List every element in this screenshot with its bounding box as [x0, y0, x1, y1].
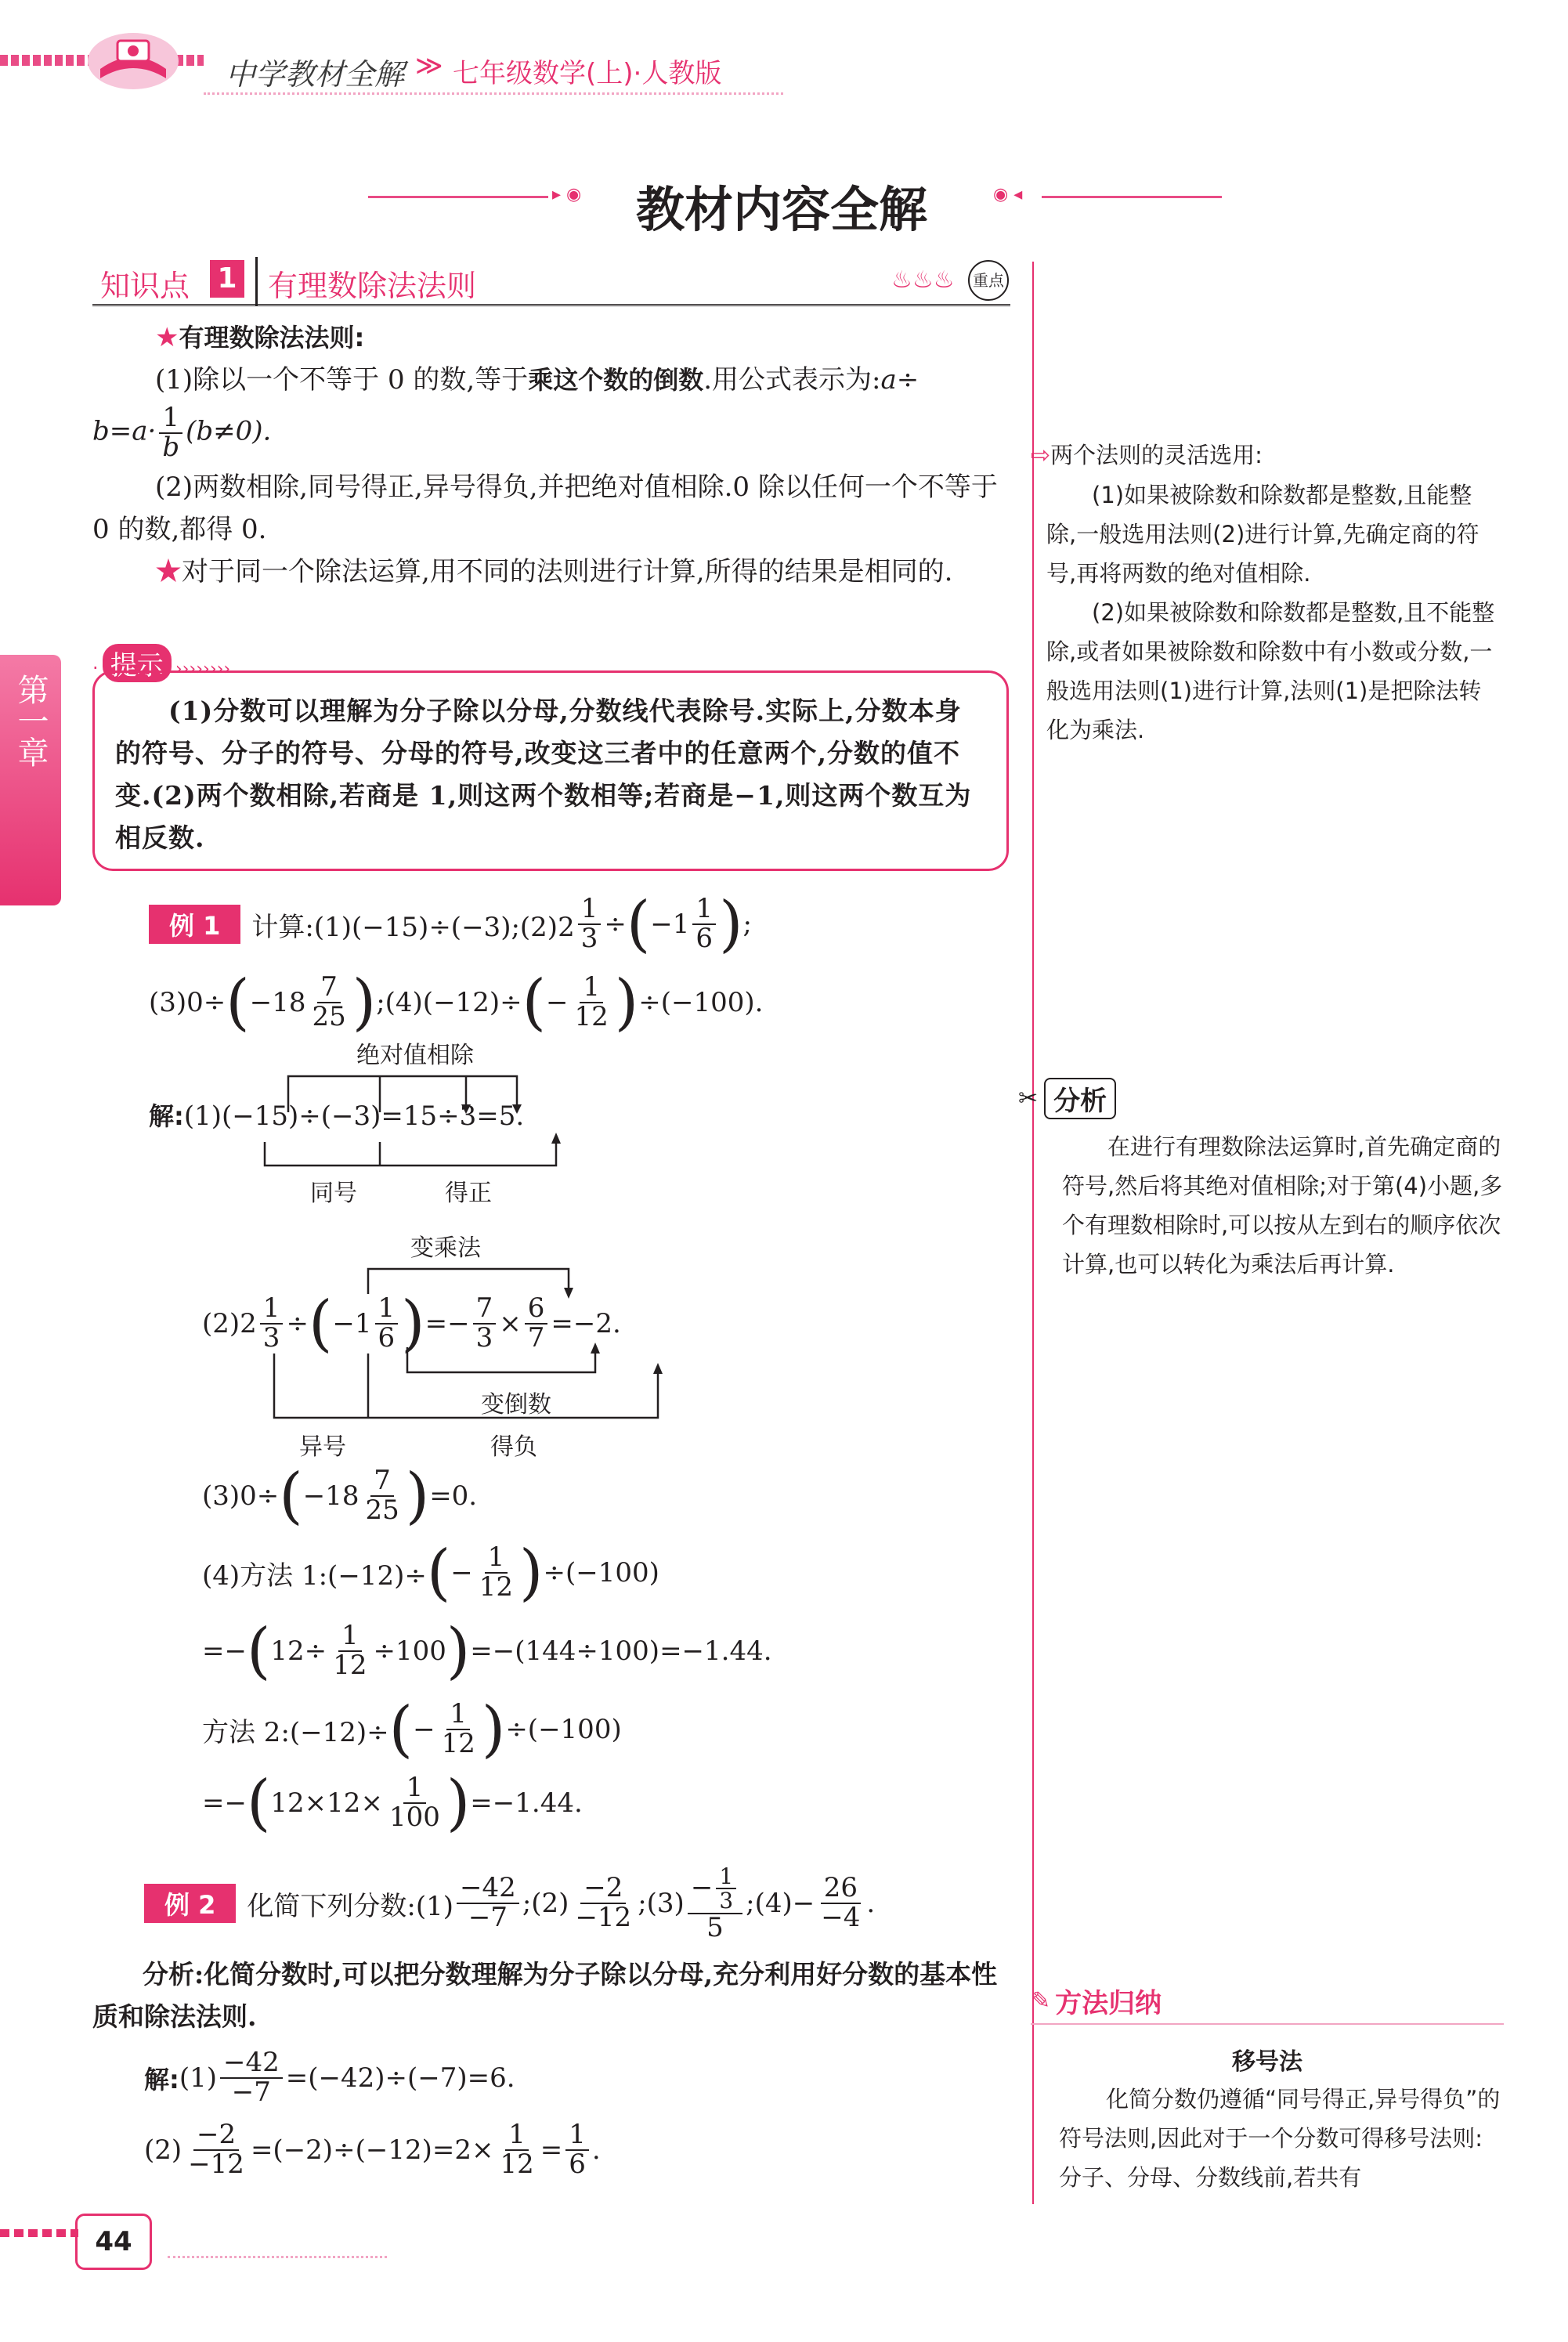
method-header: [1031, 1982, 1504, 2025]
frac-num: 7: [370, 1467, 394, 1497]
example1-question-line2: (3)0÷ ( −18 $\frac{7}{25}$ ) ;(4)(−12)÷ ( − $\frac{1}{12}$ ) ÷(−100).: [149, 967, 764, 1038]
footer-dots: [0, 2229, 78, 2237]
frac-num: 1: [375, 1295, 399, 1325]
frac-den: 12: [441, 1728, 475, 1759]
section-title: 教材内容全解: [636, 181, 928, 238]
example2-solution1: [144, 2043, 515, 2113]
e1-s4-c: ÷(−100): [543, 1557, 659, 1588]
e1-s2-c: −1: [332, 1308, 372, 1339]
e1-s2-f: =−2.: [551, 1308, 621, 1339]
e1-s4-l: 12×12×: [270, 1787, 383, 1819]
e1-s4-e: 12÷: [270, 1635, 327, 1667]
rule1-text: (1)除以一个不等于 0 的数,等于: [155, 364, 529, 396]
tip-label-row: · 提示 ››››››››: [92, 644, 230, 682]
e2-q-d: ;(4)−: [746, 1888, 815, 1919]
e1-q-b: ÷: [604, 909, 627, 940]
chapter-tab[interactable]: [0, 655, 61, 905]
rule-heading: 有理数除法法则:: [179, 323, 365, 352]
e1-s4-j: ÷(−100): [505, 1714, 622, 1745]
example1-solution4-line1: (4)方法 1:(−12)÷ ( − $\frac{1}{12}$ ) ÷(−100): [202, 1538, 659, 1608]
header-separator: ≫: [415, 50, 443, 81]
section-title-rule-right: [1042, 196, 1222, 198]
frac-den: 3: [719, 1888, 734, 1914]
frac-num: 1: [505, 2121, 529, 2151]
frac-den: 7: [527, 1322, 545, 1354]
analysis-text: 在进行有理数除法运算时,首先确定商的符号,然后将其绝对值相除;对于第(4)小题,多个有理数相除时,可以按从左到右的顺序依次计算,也可以转化为乘法后再计算.: [1062, 1133, 1503, 1278]
frac-sign: −: [690, 1872, 714, 1904]
frac-num: −42: [457, 1874, 519, 1904]
e2-q-c: ;(3): [638, 1888, 685, 1919]
frac-num: 1: [716, 1865, 736, 1889]
tip-dots: ·: [92, 657, 99, 679]
frac-num: 1: [260, 1295, 284, 1325]
header-rule: [204, 92, 783, 95]
frac-num: 6: [525, 1295, 548, 1325]
frac-num: 7: [317, 974, 341, 1003]
solution-label: 解:: [149, 1101, 184, 1131]
fraction-1-over-b: [159, 404, 182, 461]
rule1-formula-a: a÷: [880, 364, 919, 396]
sidebar-hint: [1031, 436, 1501, 750]
e1-s2-a: (2)2: [202, 1308, 257, 1339]
e2-s1-b: =(−42)÷(−7)=6.: [285, 2062, 515, 2094]
e1-q-d: ;: [742, 909, 752, 940]
frac-den: b: [162, 431, 180, 463]
rule1-formula-c: (b≠0).: [186, 415, 272, 447]
example1-solution3: (3)0÷ ( −18 $\frac{7}{25}$ ) =0.: [202, 1461, 478, 1531]
frac-num: 1: [580, 974, 603, 1003]
e1-q-i: ÷(−100).: [638, 987, 764, 1018]
e1-q-g: ;(4)(−12)÷: [376, 987, 522, 1018]
e1-s4-b: −: [450, 1557, 473, 1588]
example1-solution4-line2: =− ( 12÷ $\frac{1}{12}$ ÷100 ) =−(144÷100)=−1.44.: [202, 1616, 772, 1686]
frac-den: 12: [479, 1571, 514, 1603]
frac-num: 1: [578, 895, 602, 925]
rule-note-text: 对于同一个除法运算,用不同的法则进行计算,所得的结果是相同的.: [182, 556, 953, 588]
sidebar-hint-p2: (2)如果被除数和除数都是整数,且不能整除,或者如果被除数和除数中有小数或分数,一般选用法则(1)进行计算,法则(1)是把除法转化为乘法.: [1046, 599, 1495, 743]
frac-den: 12: [574, 1001, 609, 1032]
frac-num: −42: [220, 2049, 283, 2079]
frac-num: 1: [338, 1622, 362, 1652]
rule-block: ★有理数除法法则: (1)除以一个不等于 0 的数,等于乘这个数的倒数.用公式表示为:a÷ b=a· $\frac{1}{b}$ (b≠0). (2)两数相除,同号得正,异号得负,并把绝对值相除.0 除以任何一个不等于 0 的数,都得 0. ★对于同一个除法运算,用不同的法则进行计算,所得的结果是相同的.: [92, 316, 1010, 593]
example1-question-line1: 例 1 计算:(1)(−15)÷(−3);(2)2 $\frac{1}{3}$ ÷ ( −1 $\frac{1}{6}$ ) ;: [149, 893, 752, 956]
frac-num: −2: [193, 2121, 239, 2151]
rule1-formula-b: b=a·: [92, 415, 157, 447]
frac-den: −12: [188, 2149, 244, 2180]
frac-den: 6: [695, 923, 714, 954]
complex-fraction: [688, 1865, 742, 1942]
s1-left-label: 同号: [310, 1180, 357, 1207]
example2-question: [144, 1856, 875, 1950]
e2-s2-a: (2): [144, 2134, 182, 2166]
example1-tag: 例 1: [149, 905, 240, 944]
sidebar-hint-title: [1031, 436, 1501, 475]
frac-den: 25: [365, 1494, 399, 1526]
example2-solution2: [144, 2115, 601, 2185]
e1-s1: (1)(−15)÷(−3)=15÷3=5.: [183, 1101, 525, 1132]
sidebar-hint-p1: (1)如果被除数和除数都是整数,且能整除,一般选用法则(2)进行计算,先确定商的符号,再将两数的绝对值相除.: [1046, 482, 1479, 587]
frac-num: 1: [565, 2121, 589, 2151]
s2-left-label: 异号: [299, 1433, 346, 1461]
example1-solution4-line4: =− ( 12×12× $\frac{1}{100}$ ) =−1.44.: [202, 1768, 583, 1838]
rule1-text-c: .用公式表示为:: [703, 364, 881, 396]
method-label: 方法归纳: [1055, 1988, 1162, 2019]
frac-den: 12: [333, 1650, 367, 1681]
example2-tag: 例 2: [144, 1884, 236, 1923]
book-logo-icon: [86, 30, 180, 91]
frac-num: 1: [446, 1700, 470, 1730]
frac-den: 25: [312, 1001, 346, 1032]
method-title: 移号法: [1232, 2048, 1302, 2076]
header-book: 七年级数学(上)·人教版: [453, 58, 722, 89]
knowledge-title: 有理数除法法则: [268, 269, 477, 303]
frac-den: 3: [580, 923, 598, 954]
tip-text: (1)分数可以理解为分子除以分母,分数线代表除号.实际上,分数本身的符号、分子的符号、分母的符号,改变这三者中的任意两个,分数的值不变.(2)两个数相除,若商是 1,则这两个数相等;若商是−1,则这两个数互为相反数.: [115, 696, 972, 853]
rule1-emphasis: 乘这个数的倒数: [528, 365, 704, 395]
e1-s4-d: =−: [202, 1635, 247, 1667]
sidebar-analysis: [1018, 1078, 1504, 1284]
frac-num: 7: [473, 1295, 497, 1325]
frac-num: 26: [821, 1874, 861, 1904]
e1-s3-a: (3)0÷: [202, 1480, 280, 1512]
e1-s3-b: −18: [302, 1480, 359, 1512]
knowledge-heading: [92, 257, 1010, 307]
footer-rule: [168, 2256, 387, 2258]
frac-num: 1: [403, 1774, 427, 1804]
e1-q-a: 计算:(1)(−15)÷(−3);(2)2: [251, 911, 575, 943]
frac-num: 1: [485, 1544, 508, 1574]
e1-s4-k: =−: [202, 1787, 247, 1819]
scissors-icon: ✂: [1018, 1085, 1039, 1112]
frac-den: −12: [575, 1902, 632, 1933]
pen-icon: ✎: [1031, 1987, 1051, 2015]
section-title-arrows-left: ▸ ◉: [552, 185, 582, 204]
knowledge-tag: 知识点: [100, 269, 190, 303]
e1-s3-c: =0.: [429, 1480, 478, 1512]
e1-s4-g: =−(144÷100)=−1.44.: [470, 1635, 772, 1667]
e2-s2-d: .: [591, 2134, 601, 2166]
frac-den: 6: [378, 1322, 396, 1354]
e1-s4-a: (4)方法 1:(−12)÷: [202, 1560, 427, 1592]
importance-badge: 重点: [968, 260, 1009, 301]
tip-label: 提示: [103, 644, 172, 682]
e1-q-f: −18: [249, 987, 306, 1018]
example2-analysis: 分析:化简分数时,可以把分数理解为分子除以分母,充分利用好分数的基本性质和除法法则.: [92, 1959, 998, 2032]
example1-solution4-line3: 方法 2:(−12)÷ ( − $\frac{1}{12}$ ) ÷(−100): [202, 1694, 622, 1765]
frac-den: 3: [262, 1322, 280, 1354]
e2-q-e: .: [866, 1888, 876, 1919]
frac-den: 3: [475, 1322, 493, 1354]
solution-label: 解:: [144, 2065, 179, 2094]
e2-q-b: ;(2): [522, 1888, 569, 1919]
s2-right-label: 得负: [490, 1433, 537, 1461]
e1-s2-b: ÷: [286, 1308, 309, 1339]
rule-note: ★对于同一个除法运算,用不同的法则进行计算,所得的结果是相同的.: [155, 556, 953, 588]
tip-box: [92, 670, 1009, 871]
hint-title-text: 两个法则的灵活选用:: [1050, 442, 1263, 468]
arrow-right-icon: ⇨: [1031, 442, 1051, 469]
method-text: 化简分数仍遵循“同号得正,异号得负”的符号法则,因此对于一个分数可得移号法则:分子、分母、分数线前,若共有: [1059, 2086, 1501, 2191]
frac-den: −7: [468, 1902, 508, 1933]
s2-top-label: 变乘法: [410, 1234, 481, 1262]
sidebar-method: [1031, 1982, 1504, 2197]
frac-den: −4: [821, 1902, 861, 1933]
rule2-text: (2)两数相除,同号得正,异号得负,并把绝对值相除.0 除以任何一个不等于 0 的数,都得 0.: [92, 472, 998, 546]
e1-s4-f: ÷100: [373, 1635, 446, 1667]
example1-solution2: (2)2 $\frac{1}{3}$ ÷ ( −1 $\frac{1}{6}$ ) =− $\frac{7}{3}$ × $\frac{6}{7}$ =−2.: [202, 1288, 621, 1359]
section-title-rule-left: [368, 196, 548, 198]
analysis-label: 分析: [1044, 1078, 1116, 1119]
e2-s2-c: =: [540, 2134, 563, 2166]
e2-s1-a: (1): [179, 2062, 217, 2094]
frac-den: 6: [569, 2149, 586, 2180]
e1-q-h: −: [546, 987, 569, 1018]
analysis-header: [1018, 1078, 1504, 1119]
e1-q-c: −1: [650, 909, 690, 940]
e1-s4-i: −: [413, 1714, 435, 1745]
s1-right-label: 得正: [445, 1180, 492, 1207]
e2-q-a: 化简下列分数:(1): [247, 1890, 454, 1922]
e1-q-e: (3)0÷: [149, 987, 226, 1018]
frac-den: −7: [231, 2076, 271, 2108]
page-number: 44: [75, 2214, 152, 2270]
s1-top-label: 绝对值相除: [356, 1042, 474, 1069]
header-series: 中学教材全解: [226, 57, 405, 92]
flame-icons: ♨♨♨: [891, 266, 955, 294]
frac-num: −2: [580, 1874, 626, 1904]
frac-num: 1: [692, 895, 716, 925]
s2-mid-label: 变倒数: [481, 1391, 551, 1419]
e1-s2-e: ×: [499, 1308, 522, 1339]
section-title-arrows-right: ◉ ◂: [993, 185, 1023, 204]
e1-s4-m: =−1.44.: [470, 1787, 583, 1819]
knowledge-number: 1: [210, 260, 244, 298]
frac-den: 12: [500, 2149, 534, 2180]
e2-s2-b: =(−2)÷(−12)=2×: [250, 2134, 494, 2166]
frac-num: 1: [159, 404, 182, 434]
chapter-tab-label: 第一章: [13, 674, 49, 768]
frac-den: 100: [388, 1802, 440, 1833]
example1-solution1: [149, 1097, 524, 1133]
e1-s2-d: =−: [425, 1308, 470, 1339]
frac-den: 5: [706, 1911, 724, 1943]
e1-s4-h: 方法 2:(−12)÷: [202, 1716, 389, 1748]
header-bar: [0, 0, 1568, 102]
